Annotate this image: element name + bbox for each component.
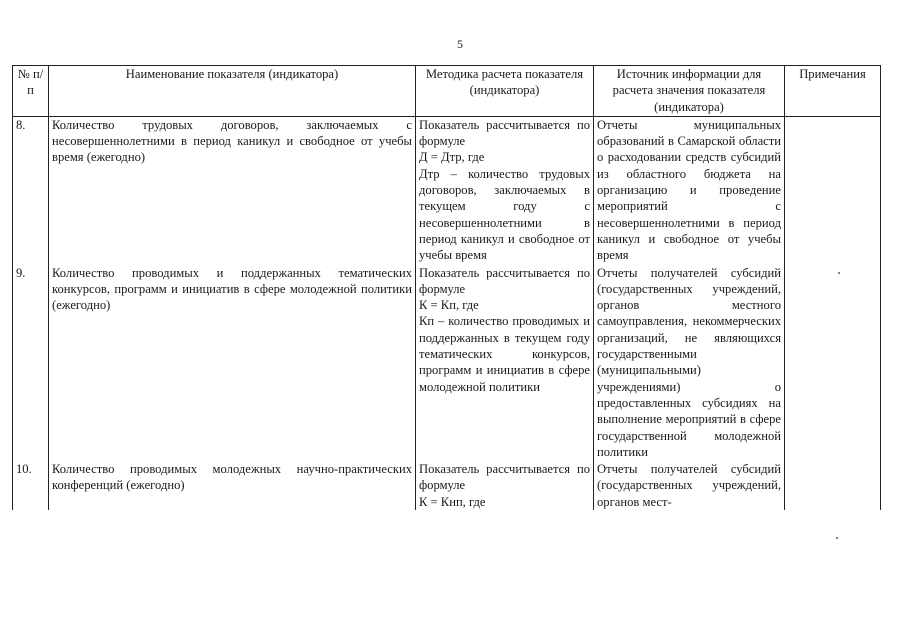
calculation-method (416, 461, 594, 510)
header-number: № п/п (13, 66, 49, 117)
row-number: 9. (13, 265, 49, 462)
header-notes: Примечания (785, 66, 881, 117)
table-row (13, 461, 881, 510)
notes-cell (785, 116, 881, 264)
row-number: 10. (13, 461, 49, 510)
row-number: 8. (13, 116, 49, 264)
notes-cell (785, 265, 881, 462)
table-row (13, 265, 881, 462)
method-line: Показатель рассчитывается по формуле (419, 265, 590, 296)
indicator-name: Количество проводимых и поддержанных тематических конкурсов, программ и инициатив в сфере молодежной политики (ежегодно) (49, 265, 416, 462)
scan-speck (838, 272, 840, 274)
scan-speck (836, 537, 838, 539)
header-calculation-method: Методика расчета показателя (индикатора) (416, 66, 594, 117)
information-source: Отчеты получателей субсидий (государственных учреждений, органов местного самоуправления, некоммерческих организаций, не являющихся государственными (муниципальными) учреждениями) о предоставленных субсидиях на выполнение мероприятий в сфере государственной молодежной политики (594, 265, 785, 462)
calculation-method (416, 265, 594, 462)
information-source: Отчеты муниципальных образований в Самарской области о расходовании средств субсидий из областного бюджета на организацию и проведение мероприятий с несовершеннолетними в период каникул и свободное от учебы время (594, 116, 785, 264)
indicator-name: Количество трудовых договоров, заключаемых с несовершеннолетними в период каникул и свободное от учебы время (ежегодно) (49, 116, 416, 264)
indicators-table (12, 65, 881, 510)
header-information-source: Источник информации для расчета значения показателя (индикатора) (594, 66, 785, 117)
indicator-name: Количество проводимых молодежных научно-практических конференций (ежегодно) (49, 461, 416, 510)
header-indicator-name: Наименование показателя (индикатора) (49, 66, 416, 117)
table-header-row (13, 66, 881, 117)
page-number: 5 (457, 37, 463, 51)
method-line: Показатель рассчитывается по формуле (419, 117, 590, 149)
method-formula: Д = Дтр, где (419, 150, 485, 165)
method-definition: Дтр – количество трудовых договоров, заключаемых в текущем году с несовершеннолетними в период каникул и свободное от учебы время (419, 166, 590, 263)
notes-cell (785, 461, 881, 510)
method-definition: Кп – количество проводимых и поддержанных в текущем году тематических конкурсов, программ и инициатив в сфере молодежной политики (419, 314, 590, 394)
calculation-method (416, 116, 594, 264)
information-source: Отчеты получателей субсидий (государственных учреждений, органов мест- (594, 461, 785, 510)
method-line: Показатель рассчитывается по формуле (419, 462, 590, 493)
method-formula: К = Кп, где (419, 298, 479, 313)
method-formula: К = Кнп, где (419, 494, 486, 509)
table-row (13, 116, 881, 264)
